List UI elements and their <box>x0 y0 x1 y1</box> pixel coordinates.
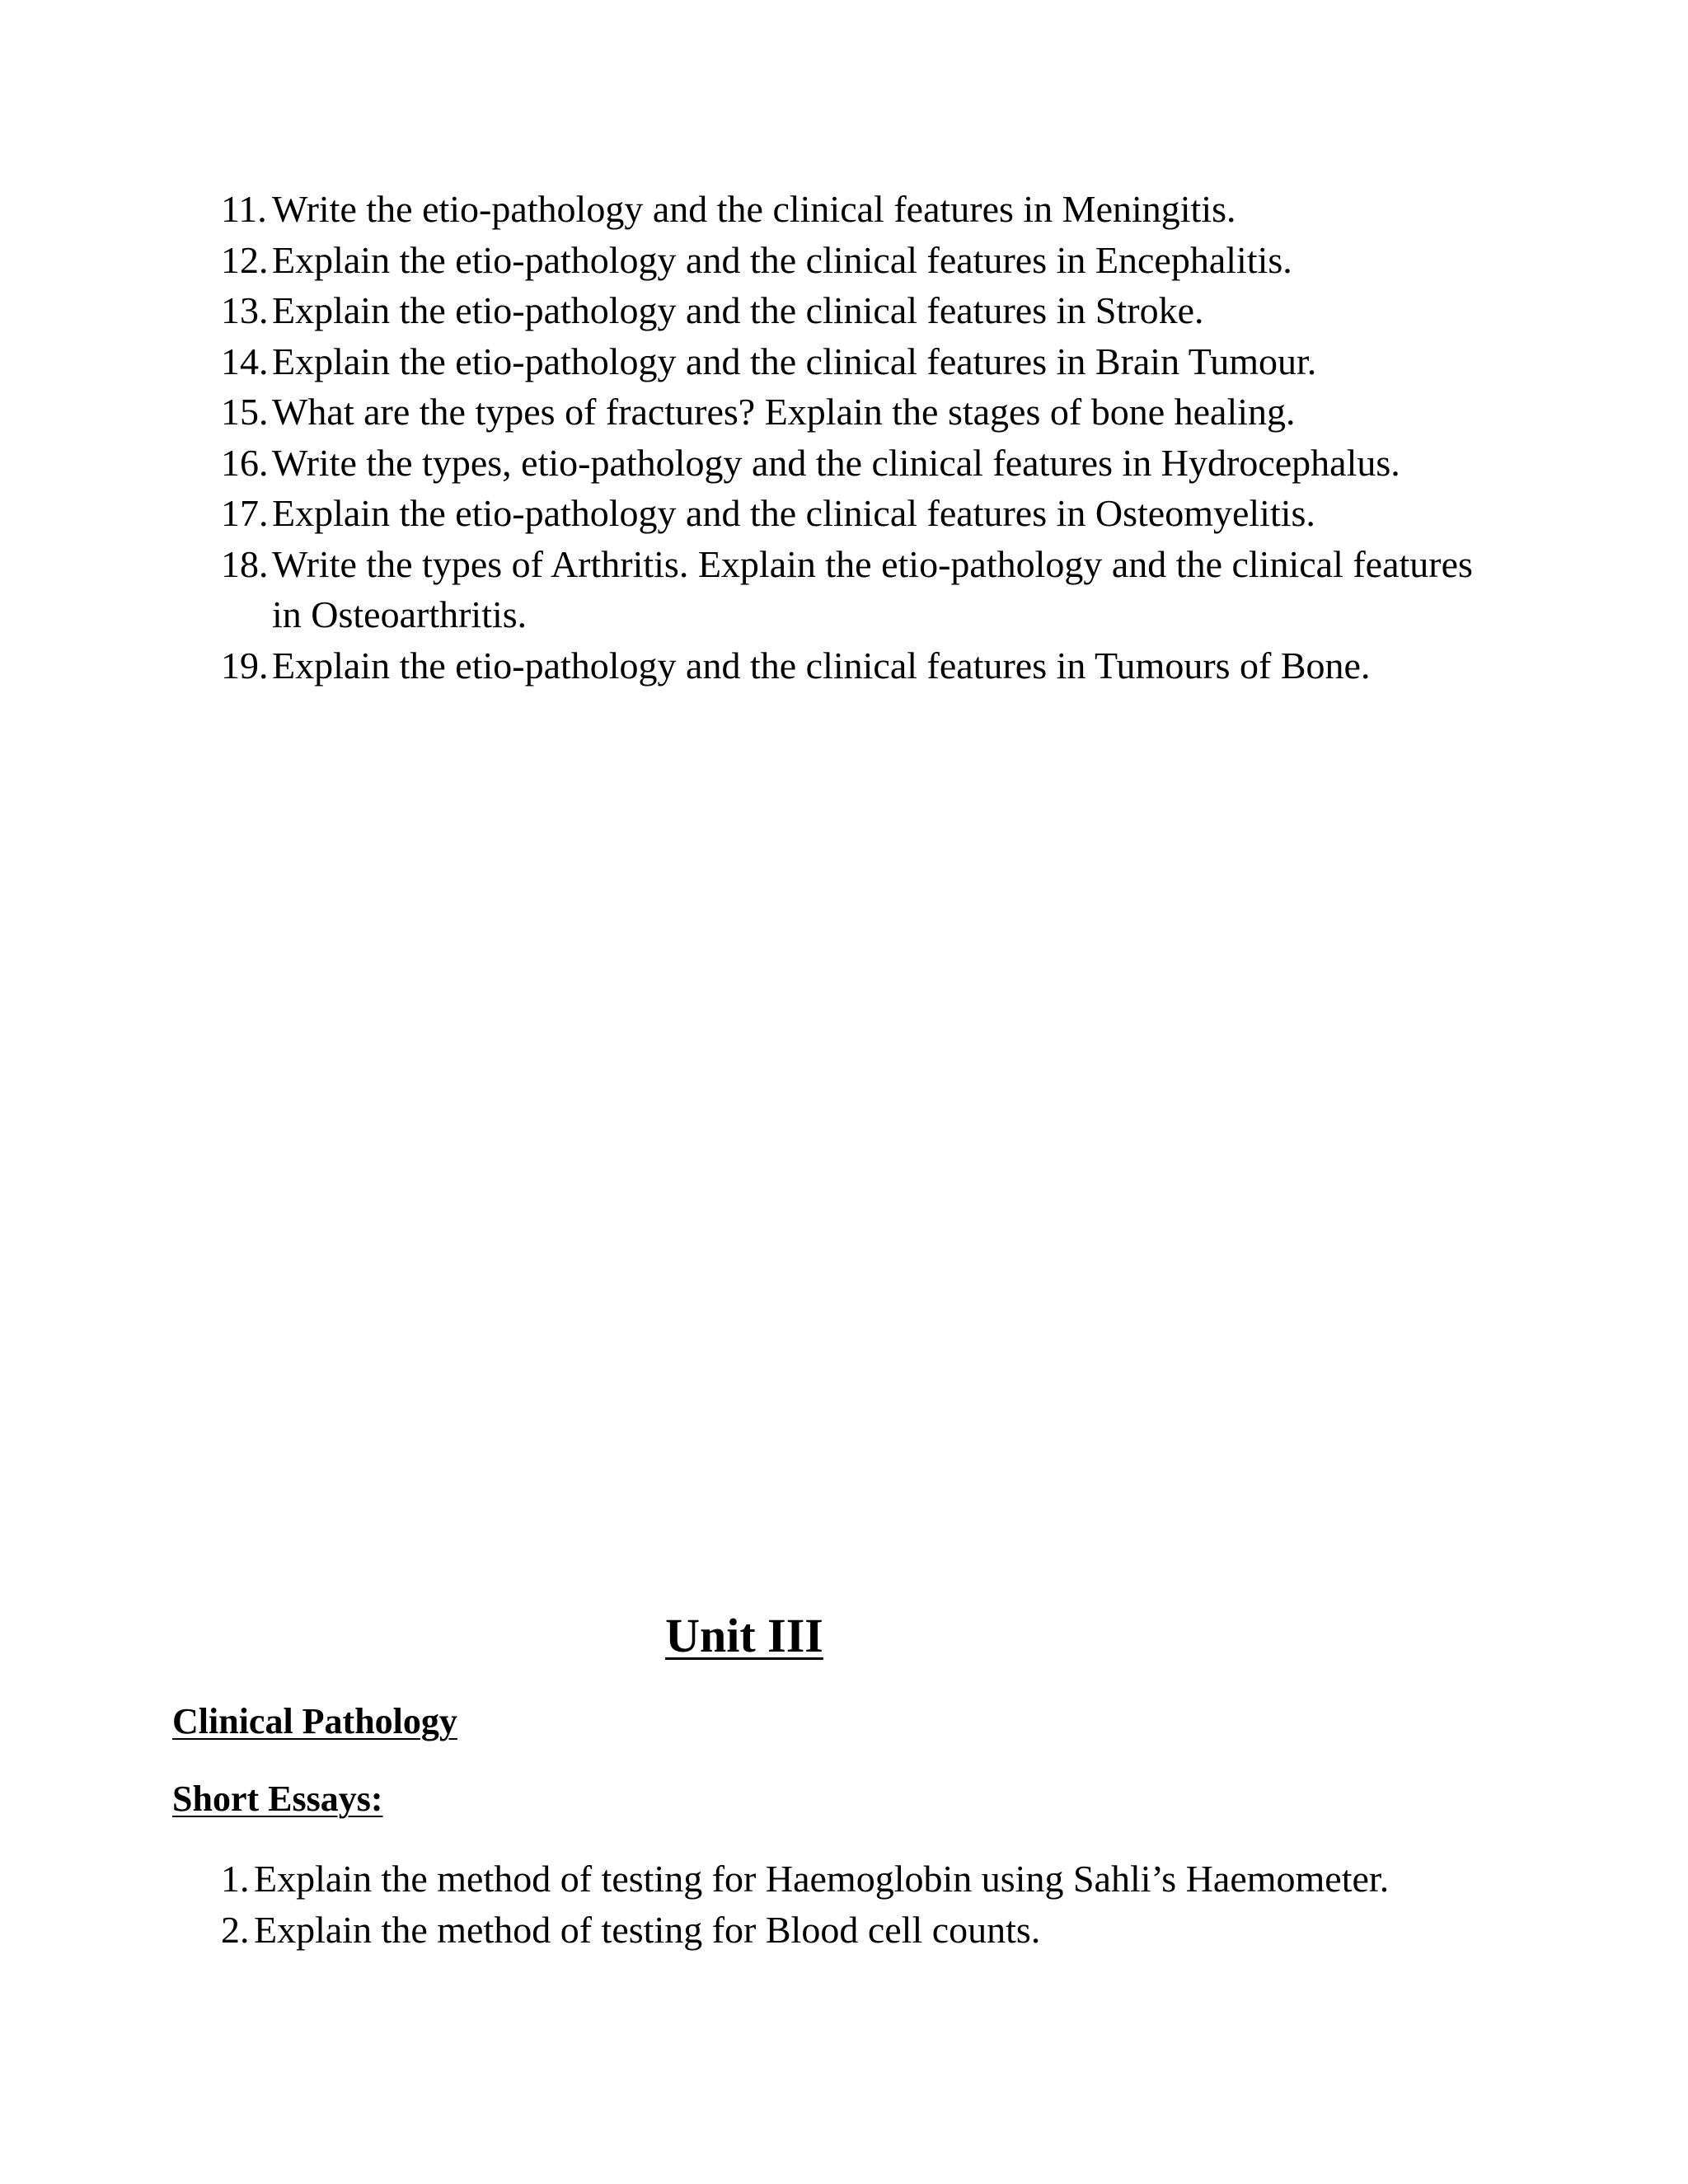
section-heading: Clinical Pathology <box>172 1701 457 1741</box>
list-item <box>221 539 1507 640</box>
item-number: 14. <box>221 340 269 382</box>
list-item <box>221 184 1507 235</box>
item-text: Explain the method of testing for Blood cell counts. <box>254 1908 1041 1951</box>
item-number: 2. <box>221 1908 250 1951</box>
list-item <box>221 387 1507 438</box>
question-list-continued <box>221 184 1507 691</box>
item-number: 13. <box>221 289 269 331</box>
item-text: Explain the etio-pathology and the clinical features in Osteomyelitis. <box>272 492 1315 534</box>
item-text: Write the etio-pathology and the clinical features in Meningitis. <box>272 188 1236 230</box>
list-item <box>221 235 1507 286</box>
item-number: 11. <box>221 188 267 230</box>
item-text: Explain the etio-pathology and the clinical features in Brain Tumour. <box>272 340 1317 382</box>
item-text: Explain the etio-pathology and the clinical features in Tumours of Bone. <box>272 644 1371 687</box>
item-number: 16. <box>221 441 269 484</box>
list-item <box>221 1854 1507 1905</box>
item-number: 18. <box>221 542 269 585</box>
item-text: Explain the method of testing for Haemoglobin using Sahli’s Haemometer. <box>254 1858 1390 1900</box>
subsection-heading: Short Essays: <box>172 1779 383 1819</box>
list-item <box>221 438 1507 489</box>
unit-title: Unit III <box>665 1609 823 1662</box>
list-item <box>221 336 1507 387</box>
item-number: 15. <box>221 391 269 433</box>
item-text: Explain the etio-pathology and the clinical features in Stroke. <box>272 289 1204 331</box>
item-text: Write the types, etio-pathology and the clinical features in Hydrocephalus. <box>272 441 1400 484</box>
item-number: 17. <box>221 492 269 534</box>
item-text: What are the types of fractures? Explain the stages of bone healing. <box>272 391 1296 433</box>
item-text: Write the types of Arthritis. Explain the etio-pathology and the clinical features in Osteoarthritis. <box>272 542 1473 635</box>
item-text: Explain the etio-pathology and the clinical features in Encephalitis. <box>272 238 1292 281</box>
short-essays-list <box>221 1854 1507 1955</box>
item-number: 12. <box>221 238 269 281</box>
list-item <box>221 640 1507 691</box>
list-item <box>221 1905 1507 1956</box>
list-item <box>221 285 1507 336</box>
item-number: 19. <box>221 644 269 687</box>
item-number: 1. <box>221 1858 250 1900</box>
list-item <box>221 488 1507 539</box>
